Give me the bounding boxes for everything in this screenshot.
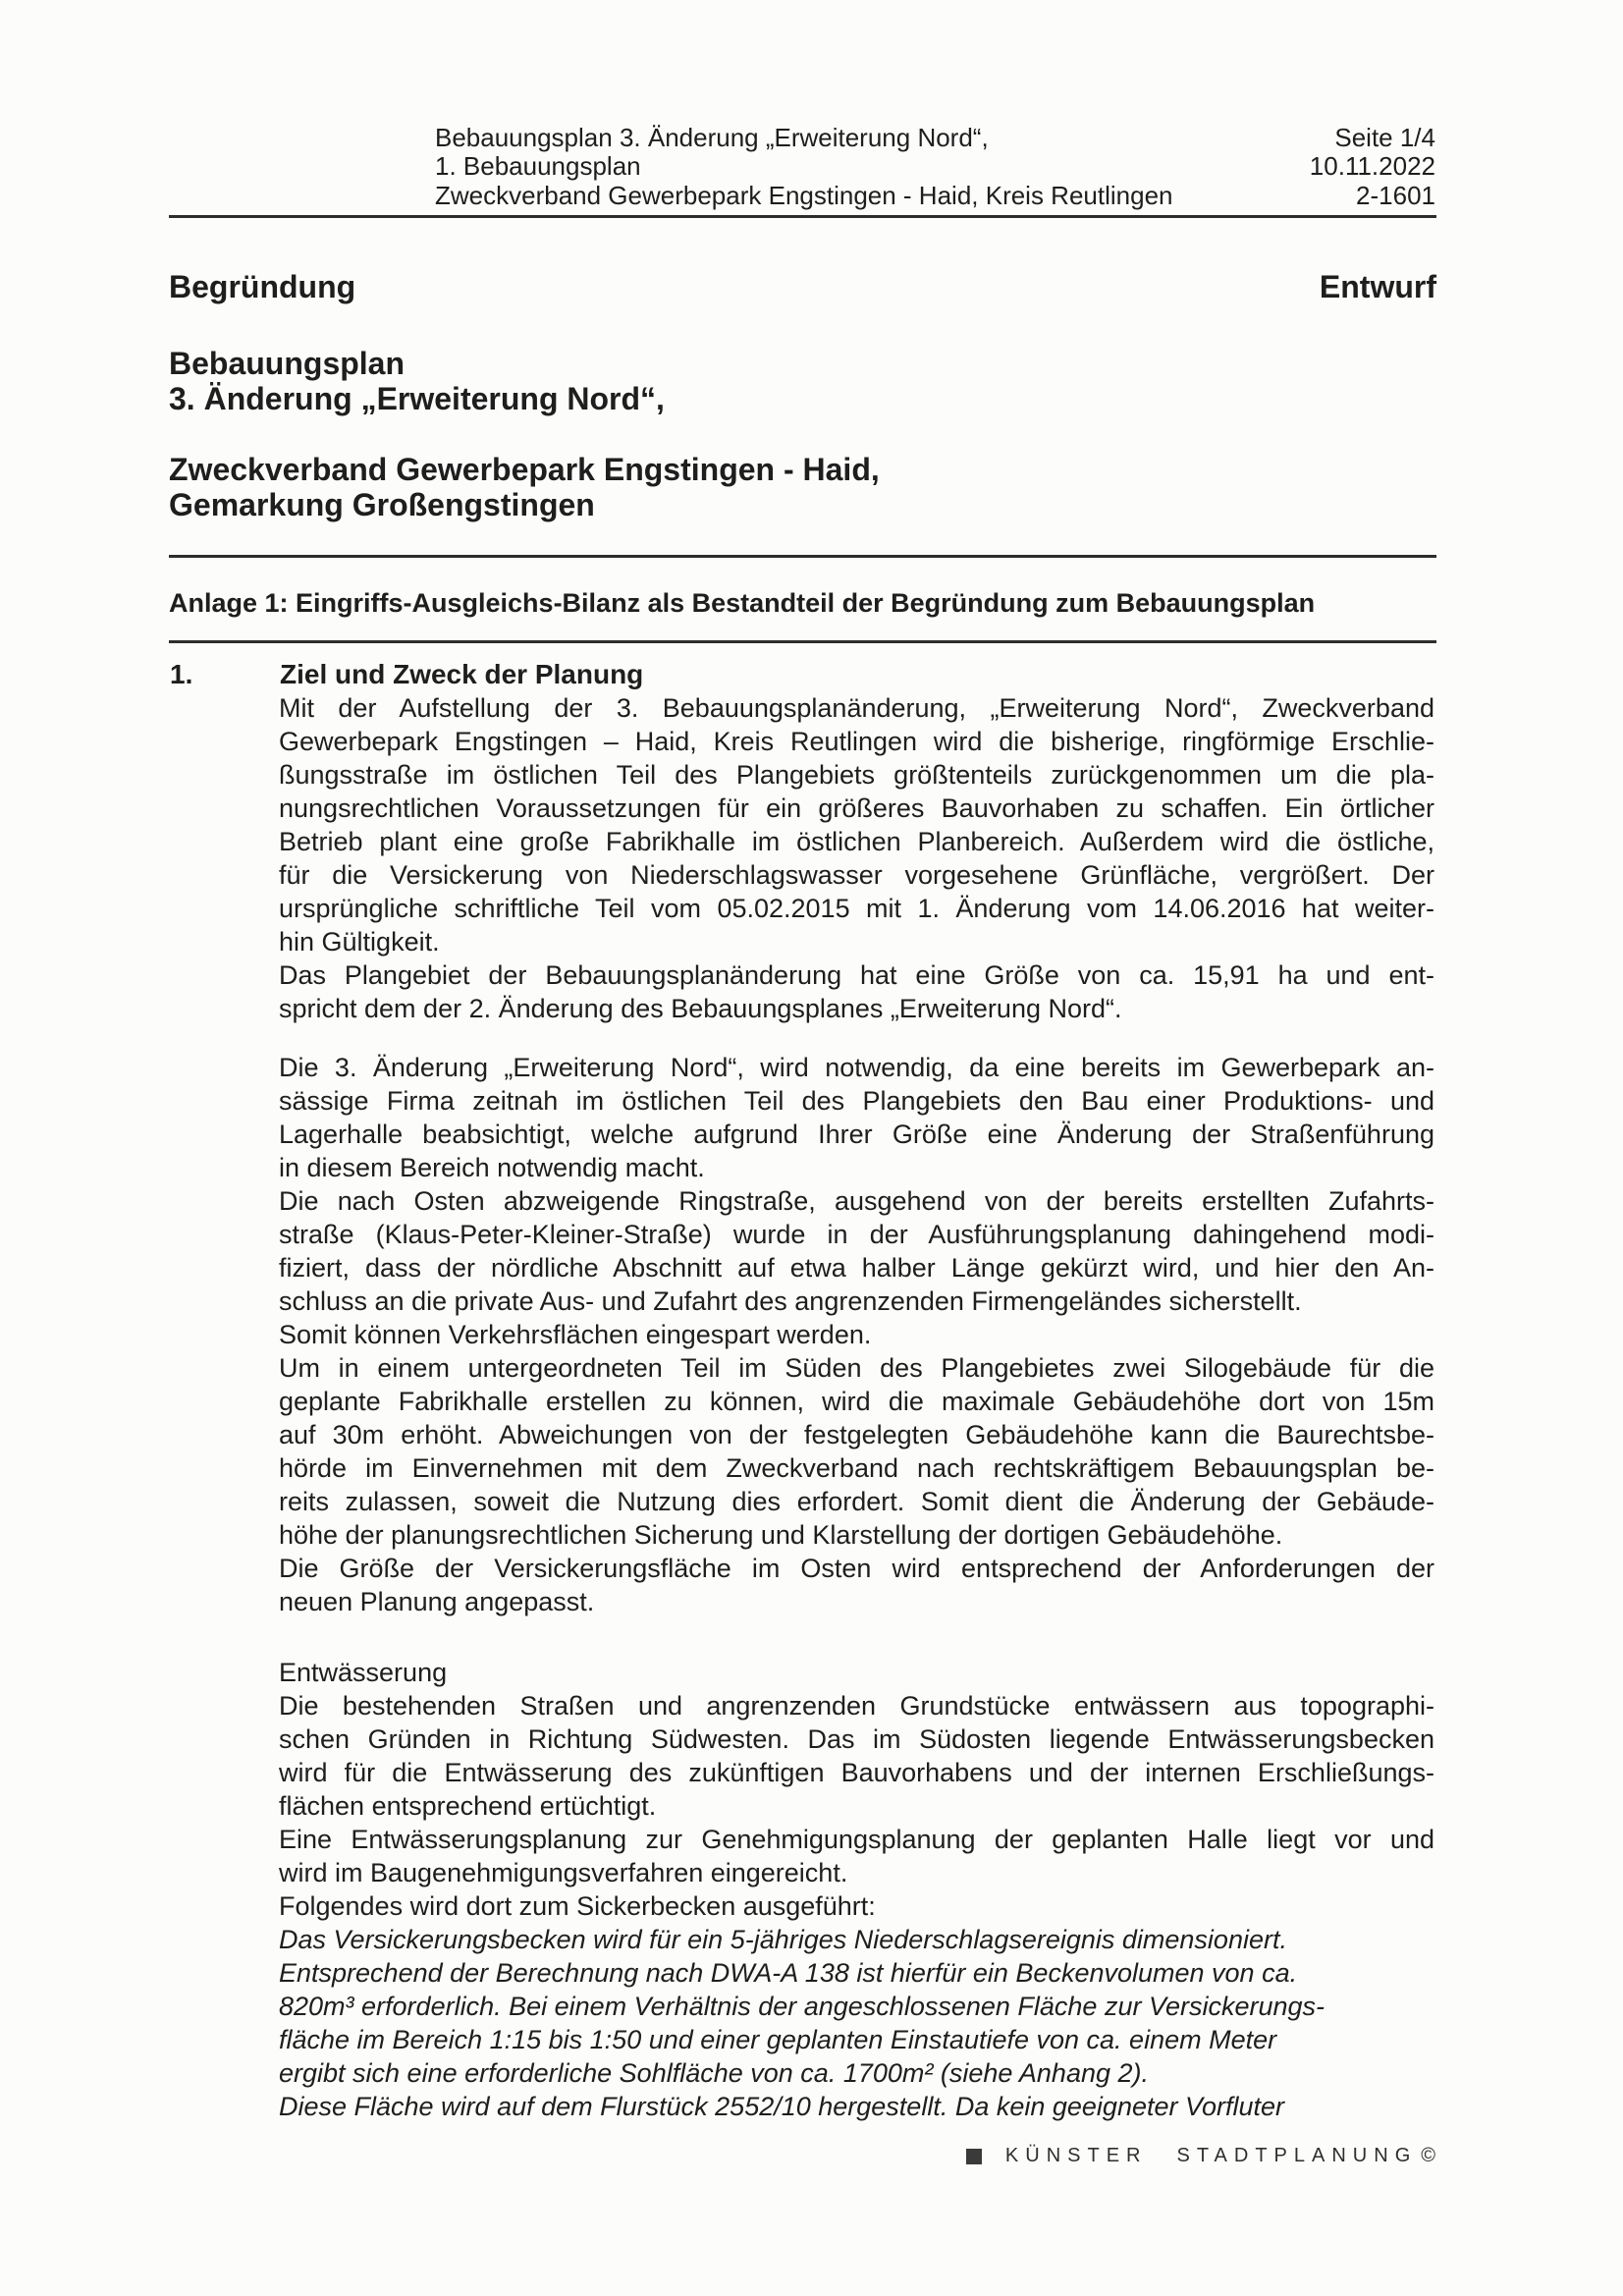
anlage-divider-bottom [169, 640, 1436, 643]
header-left-block [435, 124, 1173, 210]
header-divider [169, 215, 1436, 218]
text-line: hin Gültigkeit. [279, 927, 440, 957]
header-line: Bebauungsplan 3. Änderung „Erweiterung Nord“, [435, 123, 989, 152]
text-line: Somit können Verkehrsflächen eingespart werden. [279, 1320, 872, 1349]
text-line: 820m³ erforderlich. Bei einem Verhältnis der angeschlossenen Fläche zur Versickerungs- [279, 1992, 1325, 2021]
text-line: in diesem Bereich notwendig macht. [279, 1153, 705, 1182]
section-number: 1. [170, 659, 193, 689]
text-line: ßungsstraße im östlichen Teil des Plangebiets größtenteils zurückgenommen um die pla- [279, 760, 1434, 790]
text-line: Die bestehenden Straßen und angrenzenden Grundstücke entwässern aus topographi- [279, 1691, 1434, 1721]
text-line: fläche im Bereich 1:15 bis 1:50 und einer geplanten Einstautiefe von ca. einem Meter [279, 2025, 1277, 2054]
text-line: schen Gründen in Richtung Südwesten. Das im Südosten liegende Entwässerungsbecken [279, 1724, 1434, 1754]
text-line: neuen Planung angepasst. [279, 1587, 595, 1616]
page-number: Seite 1/4 [1334, 123, 1435, 152]
brand-square-icon [966, 2149, 982, 2164]
text-line: Mit der Aufstellung der 3. Bebauungsplanänderung, „Erweiterung Nord“, Zweckverband [279, 693, 1434, 723]
text-line: schluss an die private Aus- und Zufahrt des angrenzenden Firmengeländes sicherstellt. [279, 1286, 1302, 1316]
text-line: nungsrechtlichen Voraussetzungen für ein größeres Bauvorhaben zu schaffen. Ein örtlicher [279, 793, 1434, 823]
text-line: flächen entsprechend ertüchtigt. [279, 1791, 657, 1821]
text-line: höhe der planungsrechtlichen Sicherung und Klarstellung der dortigen Gebäudehöhe. [279, 1520, 1283, 1550]
header-line: 1. Bebauungsplan [435, 151, 641, 182]
text-line: wird im Baugenehmigungsverfahren eingereicht. [279, 1858, 848, 1887]
text-line: Lagerhalle beabsichtigt, welche aufgrund Ihrer Größe eine Änderung der Straßenführung [279, 1120, 1434, 1149]
subtitle-line: Gemarkung Großengstingen [169, 487, 595, 522]
copyright-mark: © [1421, 2145, 1435, 2166]
text-line: auf 30m erhöht. Abweichungen von der festgelegten Gebäudehöhe kann die Baurechtsbe- [279, 1420, 1434, 1449]
text-line: ursprüngliche schriftliche Teil vom 05.02.2015 mit 1. Änderung vom 14.06.2016 hat weiter- [279, 894, 1434, 923]
anlage-divider-top [169, 555, 1436, 558]
text-line: Die 3. Änderung „Erweiterung Nord“, wird notwendig, da eine bereits im Gewerbepark an- [279, 1053, 1434, 1082]
text-line: Folgendes wird dort zum Sickerbecken ausgeführt: [279, 1891, 876, 1921]
text-line: Die Größe der Versickerungsfläche im Osten wird entsprechend der Anforderungen der [279, 1554, 1434, 1583]
text-line: fiziert, dass der nördliche Abschnitt auf etwa halber Länge gekürzt wird, und hier den An- [279, 1253, 1434, 1283]
text-line: straße (Klaus-Peter-Kleiner-Straße) wurde in der Ausführungsplanung dahingehend modi- [279, 1220, 1434, 1249]
text-line: Betrieb plant eine große Fabrikhalle im östlichen Planbereich. Außerdem wird die östliche, [279, 827, 1434, 856]
text-line: Diese Fläche wird auf dem Flurstück 2552/10 hergestellt. Da kein geeigneter Vorfluter [279, 2092, 1285, 2121]
text-line: reits zulassen, soweit die Nutzung dies erfordert. Somit dient die Änderung der Gebäude- [279, 1487, 1434, 1516]
title-line: Bebauungsplan [169, 346, 406, 381]
document-subtitle [169, 452, 880, 522]
brand-name-2: STADTPLANUNG [1176, 2145, 1418, 2166]
paragraph-gap [279, 1618, 1434, 1656]
doc-type-label: Begründung [169, 269, 356, 304]
text-line: Das Plangebiet der Bebauungsplanänderung hat eine Größe von ca. 15,91 ha und ent- [279, 960, 1434, 990]
text-line: Die nach Osten abzweigende Ringstraße, ausgehend von der bereits erstellten Zufahrts- [279, 1186, 1434, 1216]
text-line: wird für die Entwässerung des zukünftigen Bauvorhabens und der internen Erschließungs- [279, 1758, 1434, 1787]
text-line: spricht dem der 2. Änderung des Bebauungsplanes „Erweiterung Nord“. [279, 994, 1122, 1023]
brand-name: KÜNSTER [1004, 2145, 1148, 2166]
subtitle-line: Zweckverband Gewerbepark Engstingen - Haid, [169, 452, 880, 487]
status-label: Entwurf [1319, 269, 1436, 304]
body-text [279, 691, 1434, 2123]
header-doc-number: 2-1601 [1356, 180, 1435, 210]
text-line: Gewerbepark Engstingen – Haid, Kreis Reutlingen wird die bisherige, ringförmige Erschlie- [279, 727, 1434, 756]
text-line: Um in einem untergeordneten Teil im Süden des Plangebietes zwei Silogebäude für die [279, 1353, 1434, 1383]
text-line: Entsprechend der Berechnung nach DWA-A 138 ist hierfür ein Beckenvolumen von ca. [279, 1958, 1298, 1988]
footer-brand [966, 2145, 1435, 2167]
text-line: Entwässerung [279, 1658, 448, 1687]
text-line: Eine Entwässerungsplanung zur Genehmigungsplanung der geplanten Halle liegt vor und [279, 1825, 1434, 1854]
text-line: sässige Firma zeitnah im östlichen Teil des Plangebiets den Bau einer Produktions- und [279, 1086, 1434, 1116]
header-line: Zweckverband Gewerbepark Engstingen - Haid, Kreis Reutlingen [435, 180, 1173, 210]
section-heading: Ziel und Zweck der Planung [280, 659, 644, 689]
document-title [169, 346, 665, 416]
paragraph-gap [279, 1025, 1434, 1051]
text-line: geplante Fabrikhalle erstellen zu können, wird die maximale Gebäudehöhe dort von 15m [279, 1387, 1434, 1416]
title-line: 3. Änderung „Erweiterung Nord“, [169, 381, 665, 416]
header-right-block [1310, 124, 1435, 210]
text-line: Das Versickerungsbecken wird für ein 5-jähriges Niederschlagsereignis dimensioniert. [279, 1925, 1287, 1954]
doc-type-row [169, 269, 1436, 304]
text-line: ergibt sich eine erforderliche Sohlfläche von ca. 1700m² (siehe Anhang 2). [279, 2058, 1150, 2088]
text-line: hörde im Einvernehmen mit dem Zweckverband nach rechtskräftigem Bebauungsplan be- [279, 1453, 1434, 1483]
text-line: für die Versickerung von Niederschlagswasser vorgesehene Grünfläche, vergrößert. Der [279, 860, 1434, 890]
anlage-heading: Anlage 1: Eingriffs-Ausgleichs-Bilanz als Bestandteil der Begründung zum Bebauungsplan [169, 588, 1316, 618]
header-date: 10.11.2022 [1309, 151, 1435, 182]
